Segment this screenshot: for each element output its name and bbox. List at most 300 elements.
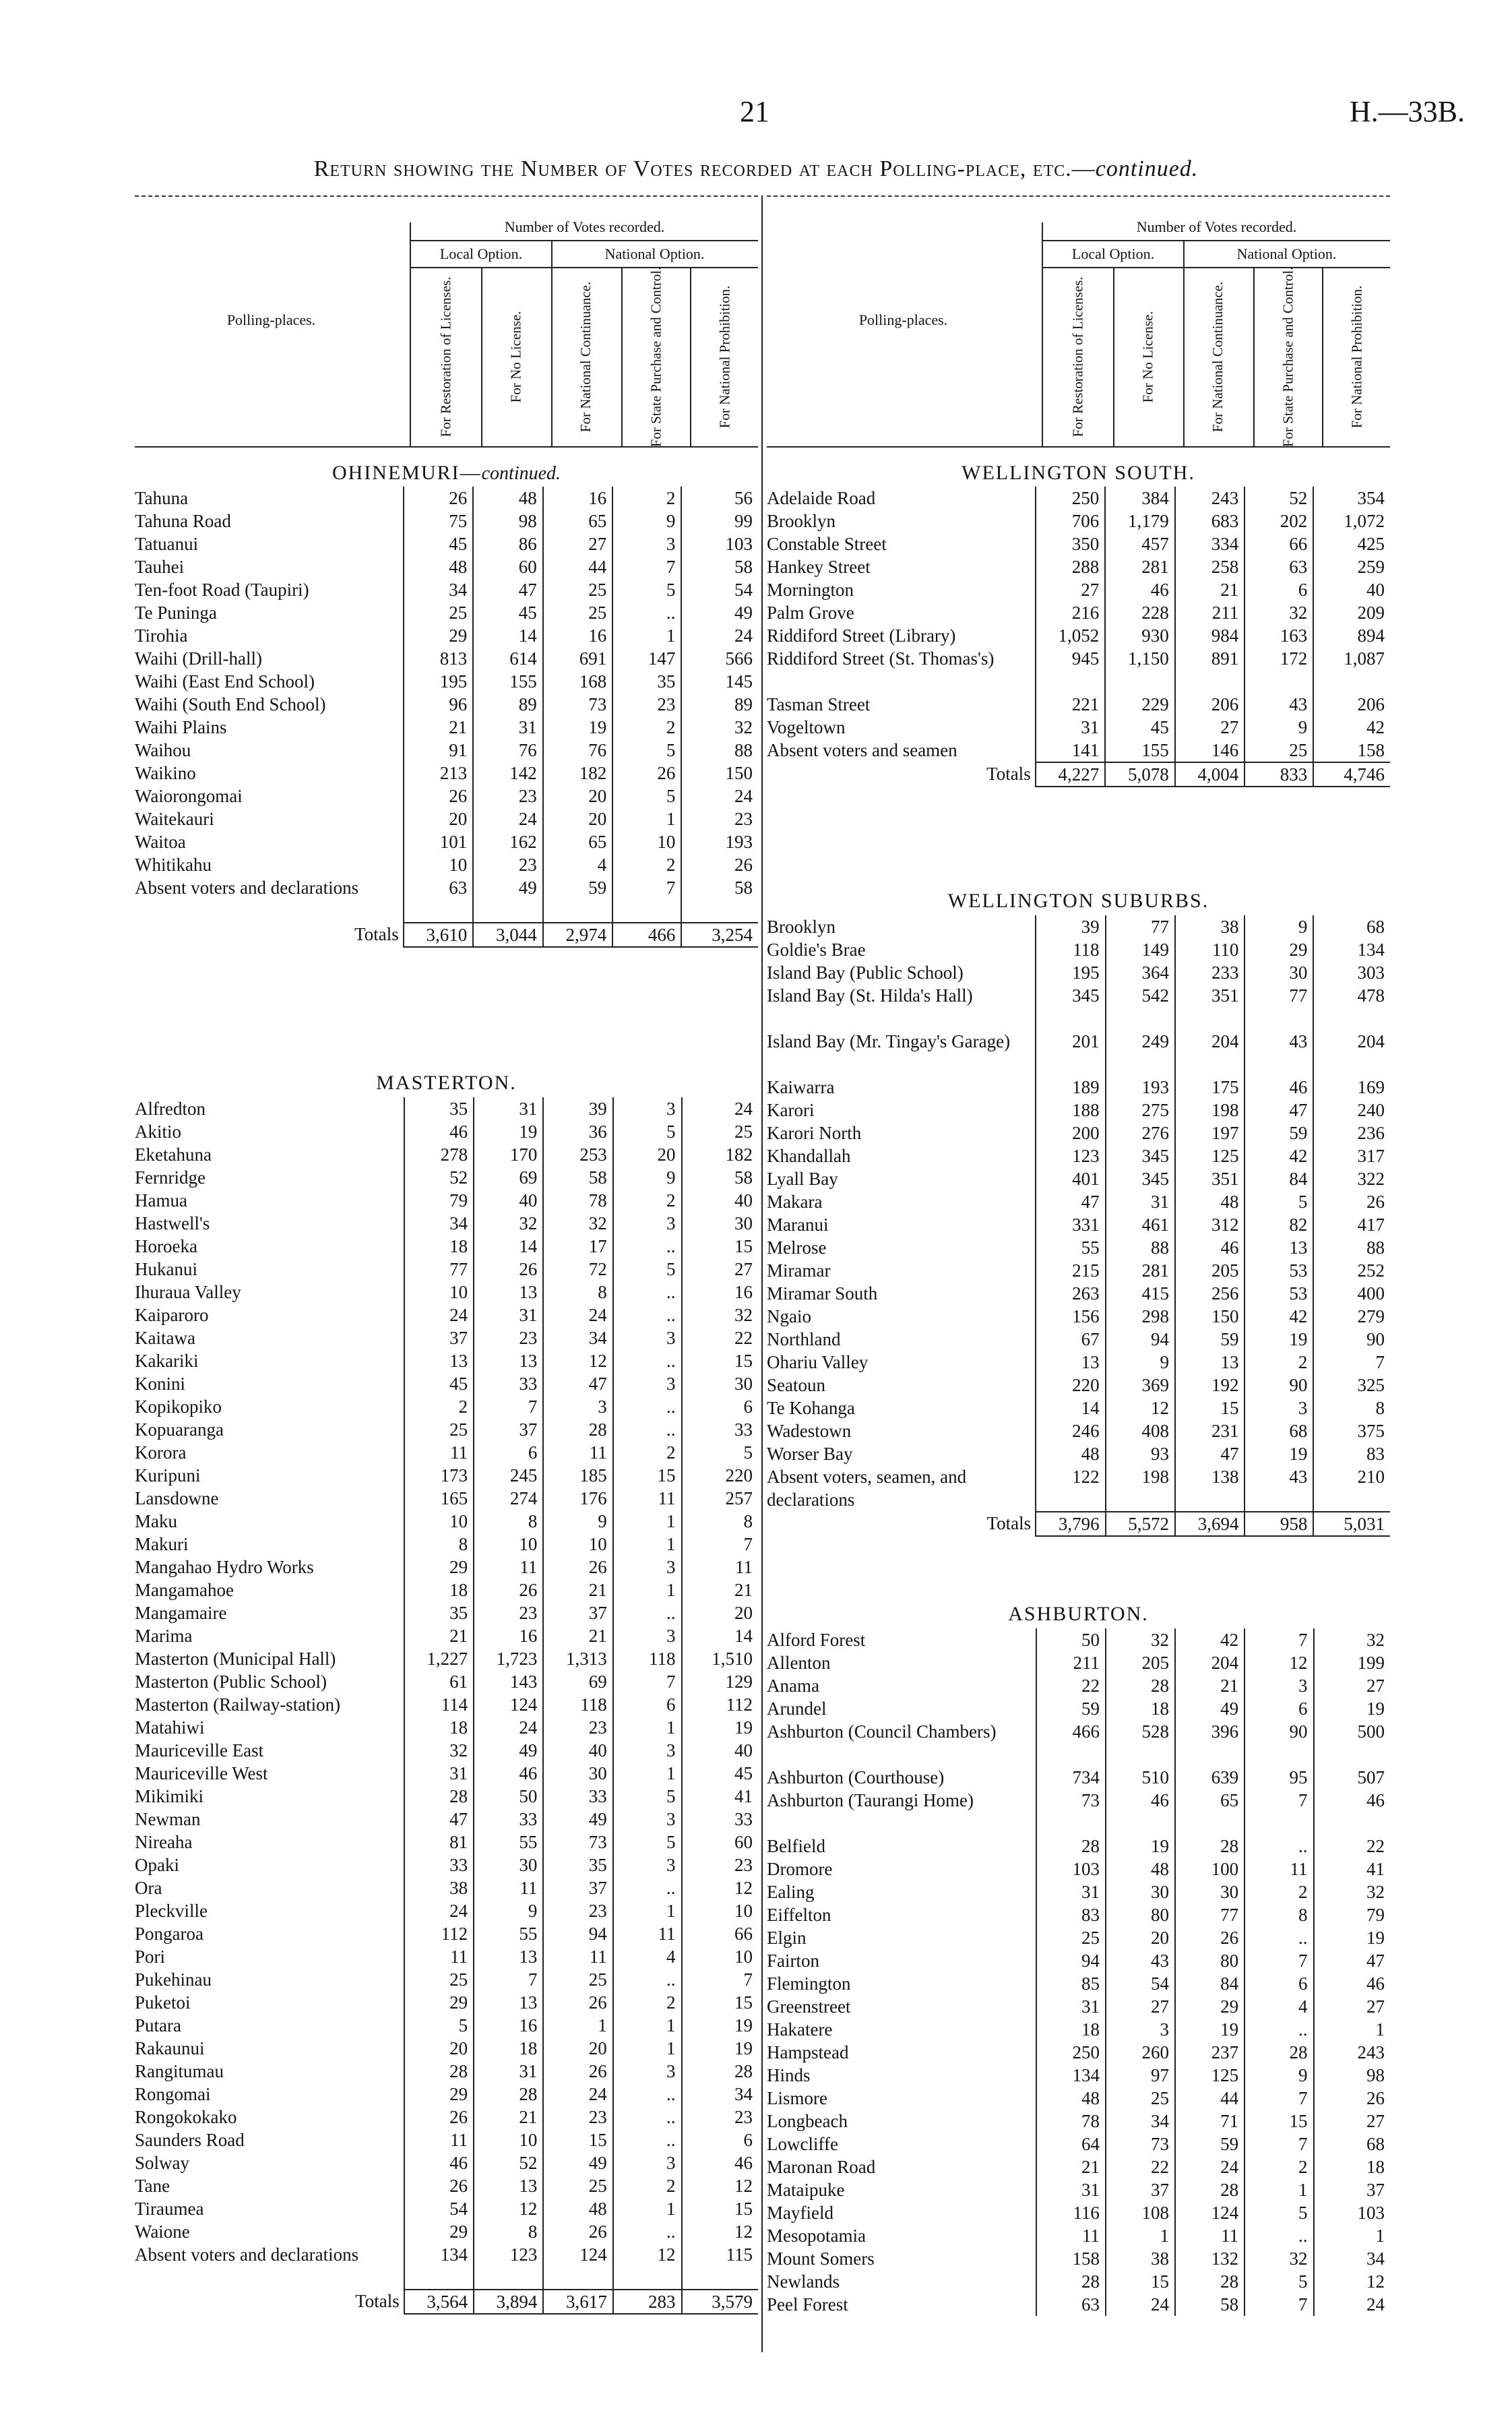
polling-place-name: Akitio	[135, 1122, 182, 1142]
vote-count: 46	[1314, 1972, 1390, 1995]
vote-count: 134	[1036, 2064, 1106, 2087]
vote-count: 31	[1036, 2178, 1106, 2201]
table-row	[767, 1259, 1390, 1282]
polling-place-name: Matahiwi	[135, 1717, 205, 1738]
vote-count: ..	[1245, 2018, 1313, 2041]
vote-count: 8	[543, 1281, 612, 1304]
polling-place-name: Mangahao Hydro Works	[135, 1557, 314, 1577]
total-count: 4,227	[1036, 762, 1106, 787]
vote-count: 10	[474, 1533, 543, 1556]
vote-count: 26	[543, 1991, 612, 2014]
vote-count: 26	[612, 762, 681, 785]
vote-count: 30	[543, 1762, 612, 1785]
vote-count: 691	[543, 647, 613, 670]
table-row	[135, 1304, 758, 1326]
polling-place-name: Island Bay (St. Hilda's Hall)	[767, 985, 973, 1006]
vote-count: 2	[612, 716, 681, 739]
vote-count: 1	[613, 2037, 682, 2060]
polling-place-name: Tauhei	[135, 557, 185, 577]
vote-count: 146	[1175, 739, 1245, 762]
vote-count: 46	[682, 2151, 758, 2174]
polling-place-name: Waihi (East End School)	[135, 671, 315, 692]
vote-count: 53	[1245, 1259, 1313, 1282]
vote-count: 23	[612, 693, 681, 716]
vote-count: 20	[543, 807, 613, 830]
vote-count: 507	[1314, 1766, 1390, 1789]
vote-count: 13	[1245, 1236, 1313, 1259]
vote-count: 32	[1314, 1880, 1390, 1903]
polling-place-name: Kaitawa	[135, 1328, 195, 1348]
table-row	[135, 739, 758, 762]
table-row	[135, 1326, 758, 1349]
vote-count: 19	[1175, 2018, 1245, 2041]
table-row	[135, 1739, 758, 1762]
vote-count: 59	[1175, 1328, 1245, 1351]
table-row	[767, 1190, 1390, 1213]
vote-count: 156	[1036, 1305, 1105, 1328]
vote-count: 457	[1105, 532, 1175, 555]
table-row	[767, 1213, 1390, 1236]
vote-count: 243	[1175, 487, 1245, 510]
vote-count: ..	[613, 2106, 682, 2129]
table-row	[135, 1693, 758, 1716]
vote-count: 204	[1175, 1651, 1245, 1674]
vote-count: 1,072	[1313, 510, 1390, 532]
vote-count: 19	[543, 716, 613, 739]
vote-count: 1	[1245, 2178, 1313, 2201]
polling-place-name: Waihi (South End School)	[135, 694, 326, 714]
total-count: 3,044	[473, 923, 543, 947]
table-row	[767, 2201, 1390, 2224]
vote-count: 263	[1036, 1282, 1105, 1305]
vote-count: 69	[543, 1670, 612, 1693]
vote-count: 30	[474, 1854, 543, 1876]
vote-count: 195	[1036, 961, 1105, 984]
vote-count: 26	[474, 1258, 543, 1281]
vote-count: 192	[1175, 1374, 1245, 1397]
col-continuance-header: For National Continuance.	[577, 281, 594, 432]
vote-count: 132	[1175, 2247, 1245, 2270]
vote-count: 276	[1106, 1122, 1175, 1144]
vote-count: 734	[1036, 1766, 1106, 1789]
vote-count: 42	[1313, 716, 1390, 739]
vote-count: 23	[682, 1854, 758, 1876]
table-row	[767, 1465, 1390, 1512]
vote-count: 7	[1313, 1351, 1390, 1374]
vote-count: 78	[543, 1189, 612, 1212]
vote-count: 42	[1245, 1144, 1313, 1167]
vote-count: 47	[1314, 1949, 1390, 1972]
polling-place-name: Khandallah	[767, 1146, 851, 1166]
vote-count: 278	[404, 1143, 474, 1166]
vote-count: 12	[613, 2243, 682, 2290]
vote-count: 46	[404, 2151, 474, 2174]
polling-place-name: Waihi Plains	[135, 717, 227, 737]
table-row	[135, 555, 758, 578]
vote-count: 34	[682, 2083, 758, 2106]
vote-count: 80	[1106, 1903, 1175, 1926]
vote-count: 13	[474, 1281, 543, 1304]
vote-count: 29	[1245, 938, 1313, 961]
polling-place-name: Kakariki	[135, 1351, 199, 1371]
vote-count: ..	[613, 2129, 682, 2151]
vote-count: 8	[474, 2220, 543, 2243]
vote-count: 185	[543, 1464, 612, 1487]
vote-count: 40	[682, 1739, 758, 1762]
vote-count: 28	[543, 1418, 612, 1441]
vote-count: 11	[682, 1556, 758, 1579]
table-row	[767, 532, 1390, 555]
vote-count: 88	[681, 739, 758, 762]
table-row	[767, 624, 1390, 647]
table-row	[135, 1349, 758, 1372]
table-row	[135, 1235, 758, 1258]
table-row	[767, 2041, 1390, 2064]
vote-count: 48	[1106, 1858, 1175, 1880]
vote-count: 47	[1245, 1099, 1313, 1122]
polling-place-name: Kuripuni	[135, 1465, 201, 1486]
polling-place-name: Pongaroa	[135, 1924, 203, 1944]
vote-count: ..	[613, 1235, 682, 1258]
table-row	[135, 2037, 758, 2060]
table-row	[767, 1442, 1390, 1465]
vote-count: 19	[1314, 1697, 1390, 1720]
polling-place-name: Konini	[135, 1374, 186, 1394]
vote-count: 21	[543, 1579, 612, 1601]
vote-count: 228	[1105, 601, 1175, 624]
polling-place-name: Kaiparoro	[135, 1305, 209, 1325]
vote-count: 3	[613, 1372, 682, 1395]
vote-count: 40	[543, 1739, 612, 1762]
table-row	[135, 1808, 758, 1831]
vote-count: 19	[474, 1120, 543, 1143]
vote-count: 26	[1175, 1926, 1245, 1949]
vote-count: 19	[1314, 1926, 1390, 1949]
vote-count: 65	[543, 830, 613, 853]
vote-count: 48	[404, 555, 474, 578]
table-row	[135, 1716, 758, 1739]
vote-count: 5	[613, 1831, 682, 1854]
vote-count: 58	[543, 1166, 612, 1189]
vote-count: 15	[1175, 1397, 1245, 1419]
table-ashburton	[767, 1628, 1390, 2316]
table-row	[135, 1968, 758, 1991]
vote-count: 3	[613, 1212, 682, 1235]
total-count: 5,078	[1105, 762, 1175, 787]
vote-count: 21	[543, 1624, 612, 1647]
vote-count: 90	[1245, 1374, 1313, 1397]
vote-count: 23	[543, 1899, 612, 1922]
vote-count: 35	[404, 1601, 474, 1624]
vote-count: 13	[474, 2174, 543, 2197]
vote-count: 10	[612, 830, 681, 853]
vote-count: 98	[473, 510, 543, 532]
polling-place-name: Fairton	[767, 1951, 819, 1971]
vote-count: 73	[543, 1831, 612, 1854]
polling-place-name: Belfield	[767, 1836, 825, 1856]
vote-count: 29	[404, 2220, 474, 2243]
vote-count: 58	[682, 1166, 758, 1189]
polling-place-name: Ten-foot Road (Taupiri)	[135, 580, 309, 600]
vote-count: 83	[1313, 1442, 1390, 1465]
vote-count: 43	[1245, 1030, 1313, 1076]
vote-count: 112	[682, 1693, 758, 1716]
polling-place-name: Tahuna	[135, 488, 189, 508]
vote-count: 52	[1245, 487, 1313, 510]
polling-place-name: Saunders Road	[135, 2130, 245, 2150]
vote-count: 400	[1313, 1282, 1390, 1305]
polling-place-name: Horoeka	[135, 1236, 197, 1256]
polling-place-name: Seatoun	[767, 1375, 825, 1395]
polling-place-name: Waitoa	[135, 832, 186, 852]
table-row	[135, 2014, 758, 2037]
vote-count: 7	[613, 1670, 682, 1693]
polling-place-name: Ora	[135, 1878, 162, 1898]
table-row	[135, 1143, 758, 1166]
vote-count: 28	[404, 1785, 474, 1808]
table-row	[135, 1670, 758, 1693]
vote-count: 11	[613, 1922, 682, 1945]
vote-count: 7	[612, 555, 681, 578]
vote-count: 46	[474, 1762, 543, 1785]
vote-count: 72	[543, 1258, 612, 1281]
vote-count: 24	[404, 1304, 474, 1326]
vote-count: 1,052	[1036, 624, 1106, 647]
vote-count: 129	[682, 1670, 758, 1693]
vote-count: 5	[613, 1785, 682, 1808]
vote-count: 50	[474, 1785, 543, 1808]
vote-count: 11	[1175, 2224, 1245, 2247]
vote-count: 47	[473, 578, 543, 601]
polling-place-name: Island Bay (Public School)	[767, 962, 964, 983]
column-divider	[761, 195, 763, 2352]
totals-label: Totals	[986, 1513, 1032, 1533]
table-row	[135, 1647, 758, 1670]
vote-count: 1,723	[474, 1647, 543, 1670]
vote-count: 68	[1245, 1419, 1313, 1442]
vote-count: ..	[612, 601, 681, 624]
polling-place-name: Absent voters, seamen, and declarations	[767, 1467, 967, 1510]
table-row	[135, 1945, 758, 1968]
vote-count: 41	[682, 1785, 758, 1808]
vote-count: 813	[404, 647, 474, 670]
polling-place-name: Mornington	[767, 580, 854, 600]
table-row	[135, 1762, 758, 1785]
table-row	[767, 1282, 1390, 1305]
vote-count: 47	[404, 1808, 474, 1831]
table-row	[135, 1876, 758, 1899]
polling-place-name: Tirohia	[135, 625, 188, 646]
vote-count: 1,510	[682, 1647, 758, 1670]
vote-count: 58	[681, 876, 758, 923]
vote-count: 28	[1175, 2270, 1245, 2293]
vote-count: 21	[474, 2106, 543, 2129]
vote-count: 28	[1175, 2178, 1245, 2201]
vote-count: 250	[1036, 2041, 1106, 2064]
vote-count: 11	[474, 1876, 543, 1899]
vote-count: 42	[1245, 1305, 1313, 1328]
vote-count: 15	[1106, 2270, 1175, 2293]
vote-count: 163	[1245, 624, 1313, 647]
vote-count: 33	[682, 1808, 758, 1831]
local-option-header: Local Option.	[1071, 245, 1155, 262]
vote-count: 43	[1245, 1465, 1313, 1512]
vote-count: 20	[404, 807, 474, 830]
vote-count: 27	[1314, 1995, 1390, 2018]
vote-count: 9	[1245, 2064, 1313, 2087]
vote-count: 86	[473, 532, 543, 555]
vote-count: 48	[473, 487, 543, 510]
vote-count: 60	[473, 555, 543, 578]
vote-count: 6	[682, 1395, 758, 1418]
table-row	[135, 510, 758, 532]
vote-count: 16	[543, 624, 613, 647]
polling-place-name: Ashburton (Courthouse)	[767, 1767, 945, 1787]
table-row	[767, 693, 1390, 716]
polling-place-name: Masterton (Railway-station)	[135, 1694, 341, 1715]
polling-place-name: Mangamahoe	[135, 1580, 234, 1600]
vote-count: 23	[473, 785, 543, 807]
polling-place-name: Waitekauri	[135, 809, 214, 829]
vote-count: 12	[682, 2174, 758, 2197]
vote-count: 65	[1175, 1789, 1245, 1835]
vote-count: 7	[1245, 2293, 1313, 2316]
vote-count: 23	[473, 853, 543, 876]
vote-count: 89	[473, 693, 543, 716]
vote-count: 8	[404, 1533, 474, 1556]
vote-count: 103	[1036, 1858, 1106, 1880]
table-row	[135, 876, 758, 923]
vote-count: 103	[681, 532, 758, 555]
vote-count: 945	[1036, 647, 1106, 693]
polling-place-name: Waihou	[135, 740, 191, 760]
vote-count: 11	[404, 1441, 474, 1464]
vote-count: 68	[1314, 2133, 1390, 2155]
vote-count: 100	[1175, 1858, 1245, 1880]
vote-count: 59	[1175, 2133, 1245, 2155]
polling-place-name: Newlands	[767, 2271, 840, 2292]
vote-count: 2	[613, 1991, 682, 2014]
vote-count: 253	[543, 1143, 612, 1166]
polling-places-header: Polling-places.	[858, 311, 948, 328]
vote-count: 2	[613, 1441, 682, 1464]
vote-count: 23	[543, 2106, 612, 2129]
vote-count: 21	[1175, 1674, 1245, 1697]
table-row	[767, 1835, 1390, 1858]
polling-place-name: Whitikahu	[135, 855, 212, 875]
table-row	[135, 1120, 758, 1143]
table-row	[135, 2060, 758, 2083]
total-count: 3,579	[682, 2290, 758, 2314]
vote-count: 31	[474, 1097, 543, 1120]
table-row	[767, 2133, 1390, 2155]
vote-count: 331	[1036, 1213, 1105, 1236]
vote-count: 15	[543, 2129, 612, 2151]
vote-count: ..	[1245, 1835, 1313, 1858]
col-continuance-header: For National Continuance.	[1209, 281, 1226, 432]
table-row	[767, 984, 1390, 1030]
vote-count: 173	[404, 1464, 474, 1487]
vote-count: 90	[1313, 1328, 1390, 1351]
polling-place-name: Puketoi	[135, 1992, 191, 2013]
vote-count: 71	[1175, 2110, 1245, 2133]
polling-place-name: Pleckville	[135, 1901, 208, 1921]
vote-count: 3	[613, 2151, 682, 2174]
polling-place-name: Mauriceville East	[135, 1740, 264, 1760]
polling-place-name: Dromore	[767, 1859, 833, 1879]
number-of-votes-header: Number of Votes recorded.	[504, 218, 665, 235]
vote-count: 25	[404, 1968, 474, 1991]
section-title-masterton: MASTERTON.	[376, 1072, 517, 1094]
vote-count: 99	[681, 510, 758, 532]
vote-count: 55	[474, 1922, 543, 1945]
vote-count: 19	[1245, 1442, 1313, 1465]
vote-count: 236	[1313, 1122, 1390, 1144]
vote-count: 24	[543, 1304, 612, 1326]
vote-count: 169	[1313, 1076, 1390, 1099]
polling-place-name: Absent voters and declarations	[135, 878, 359, 898]
col-prohibition-header: For National Prohibition.	[716, 285, 733, 428]
polling-place-name: Rakaunui	[135, 2038, 205, 2058]
vote-count: 24	[1314, 2293, 1390, 2316]
vote-count: 20	[1106, 1926, 1175, 1949]
vote-count: 20	[543, 2037, 612, 2060]
table-wellington-south	[767, 487, 1390, 787]
vote-count: 125	[1175, 2064, 1245, 2087]
vote-count: 37	[1314, 2178, 1390, 2201]
vote-count: 25	[1245, 739, 1313, 762]
polling-place-name: Arundel	[767, 1698, 827, 1719]
vote-count: 415	[1106, 1282, 1175, 1305]
vote-count: 64	[1036, 2133, 1106, 2155]
vote-count: 47	[1175, 1442, 1245, 1465]
table-row	[767, 2110, 1390, 2133]
table-row	[767, 2018, 1390, 2041]
polling-place-name: Mayfield	[767, 2203, 833, 2223]
vote-count: 25	[1106, 2087, 1175, 2110]
vote-count: 27	[1175, 716, 1245, 739]
totals-row	[767, 1512, 1390, 1536]
vote-count: 30	[1106, 1880, 1175, 1903]
polling-place-name: Wadestown	[767, 1421, 852, 1441]
table-row	[767, 1995, 1390, 2018]
table-row	[767, 938, 1390, 961]
vote-count: 706	[1036, 510, 1106, 532]
polling-place-name: Masterton (Municipal Hall)	[135, 1649, 336, 1669]
polling-place-name: Karori	[767, 1100, 815, 1120]
vote-count: 213	[404, 762, 474, 785]
vote-count: 28	[474, 2083, 543, 2106]
table-row	[135, 1991, 758, 2014]
vote-count: 35	[404, 1097, 474, 1120]
vote-count: 66	[682, 1922, 758, 1945]
totals-label: Totals	[986, 764, 1031, 784]
polling-place-name: Adelaide Road	[767, 488, 876, 508]
table-row	[135, 853, 758, 876]
vote-count: 274	[474, 1487, 543, 1510]
table-row	[767, 1144, 1390, 1167]
vote-count: 28	[1175, 1835, 1245, 1858]
table-row	[135, 785, 758, 807]
table-row	[767, 510, 1390, 532]
vote-count: 84	[1175, 1972, 1245, 1995]
polling-place-name: Kopuaranga	[135, 1419, 224, 1440]
table-row	[767, 1305, 1390, 1328]
polling-place-name: Eketahuna	[135, 1144, 212, 1165]
table-row	[767, 1880, 1390, 1903]
vote-count: 33	[474, 1372, 543, 1395]
vote-count: 32	[682, 1304, 758, 1326]
